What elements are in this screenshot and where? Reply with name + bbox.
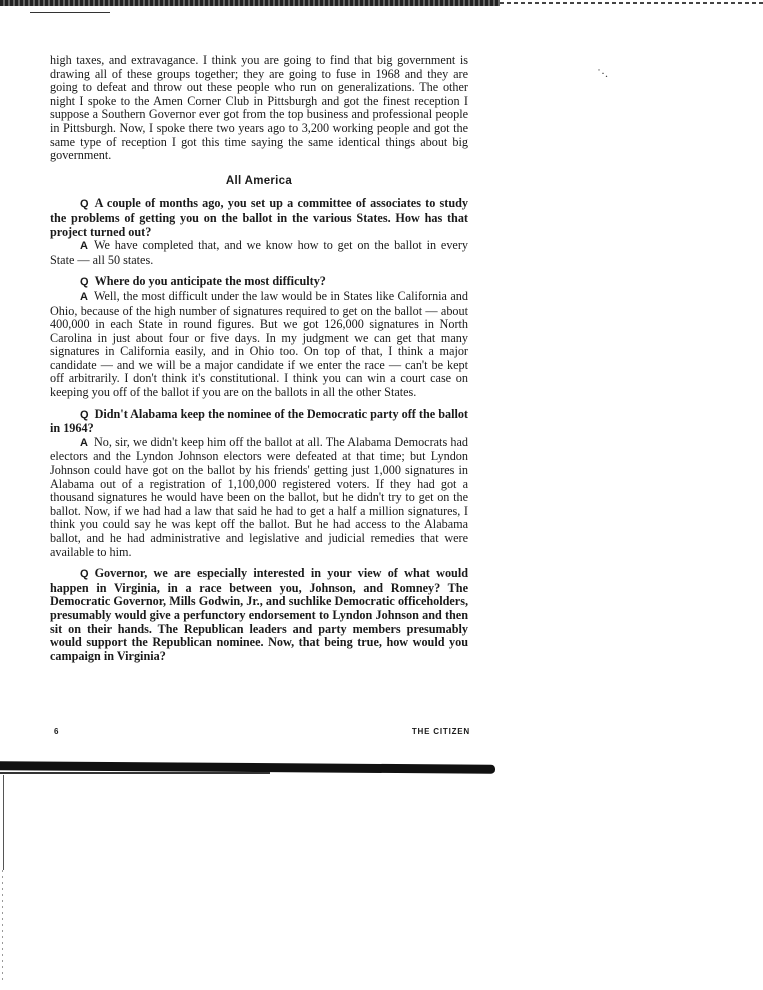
question-2-text: Where do you anticipate the most difficulty? — [94, 274, 326, 289]
question-1 — [50, 197, 468, 239]
answer-2-text: Well, the most difficult under the law would be in States like California and Ohio, because of the high number of signatures required to get on the ballot — about 400,000 in each State in round figures. But we got 126,000 signatures in North Carolina in just about four or five days. In my judgment we can get that many signatures in California easily, and in Ohio too. On top of that, I think a major candidate — and we will be a major candidate if we enter the race — can't be kept off arbitrarily. I don't think it's constitutional. I think you can win a court case on keeping you off of the ballot if you are on the ballots in all the other States. — [50, 288, 468, 400]
question-2 — [50, 275, 468, 290]
question-4-text: Governor, we are especially interested in your view of what would happen in Virginia, in a race between you, Johnson, and Romney? The Democratic Governor, Mills Godwin, Jr., and suchlike Democratic officeholders, presumably would give a perfunctory endorsement to Lyndon Johnson and then sit on their hands. The Republican leaders and party members presumably would support the Republican nominee. Now, that being true, how would you campaign in Virginia? — [50, 566, 468, 663]
top-short-rule — [30, 12, 110, 13]
intro-paragraph: high taxes, and extravagance. I think you are going to find that big government is drawing all of these groups together; they are going to fuse in 1968 and they are going to defeat and throw out these people who run on generalizations. The other night I spoke to the Amen Corner Club in Pittsburgh and got the finest reception I suppose a Southern Governor ever got from the top business and professional people in Pittsburgh. Now, I spoke there two years ago to 3,200 working people and got the same type of reception I got this time saying the same identical things about big government. — [50, 53, 468, 163]
page-left-edge — [3, 775, 4, 870]
question-1-text: A couple of months ago, you set up a committee of associates to study the problems of getting you on the ballot in the various States. How has that project turned out? — [50, 196, 468, 239]
scan-speck: ˙·. — [597, 66, 608, 80]
q-marker: Q — [80, 408, 89, 421]
bottom-border-thin — [0, 772, 270, 774]
top-border-rule-dashed — [500, 2, 763, 4]
q-marker: Q — [80, 198, 89, 211]
q-marker: Q — [80, 568, 89, 581]
page-number: 6 — [54, 727, 60, 736]
answer-1-text: We have completed that, and we know how to get on the ballot in every State — all 50 states. — [50, 238, 468, 267]
question-3 — [50, 408, 468, 436]
q-marker: Q — [80, 276, 89, 289]
answer-3 — [50, 436, 468, 559]
answer-1 — [50, 239, 468, 267]
article-column — [50, 54, 468, 663]
page-left-edge-dotted — [2, 870, 3, 980]
publication-name: THE CITIZEN — [411, 727, 470, 736]
top-border-rule — [0, 0, 500, 6]
section-heading: All America — [225, 174, 293, 187]
answer-2 — [50, 290, 468, 400]
answer-3-text: No, sir, we didn't keep him off the ballot at all. The Alabama Democrats had electors and the Lyndon Johnson electors were defeated at that time; but Lyndon Johnson could have got on the ballot by his friends' getting just 1,000 signatures in Alabama out of a registration of 1,100,000 registered voters. If they had got a thousand signatures he would have been on the ballot, but he didn't try to get on the ballot. Now, if we had had a law that said he had to get a half a million signatures, I think you could say he was kept off the ballot. But he had access to the Alabama ballot, and he had administrative and legislative and judicial remedies that were available to him. — [50, 434, 468, 559]
a-marker: A — [80, 290, 88, 303]
question-4 — [50, 567, 468, 663]
a-marker: A — [80, 436, 88, 449]
a-marker: A — [80, 240, 88, 253]
question-3-text: Didn't Alabama keep the nominee of the Democratic party off the ballot in 1964? — [50, 406, 468, 436]
